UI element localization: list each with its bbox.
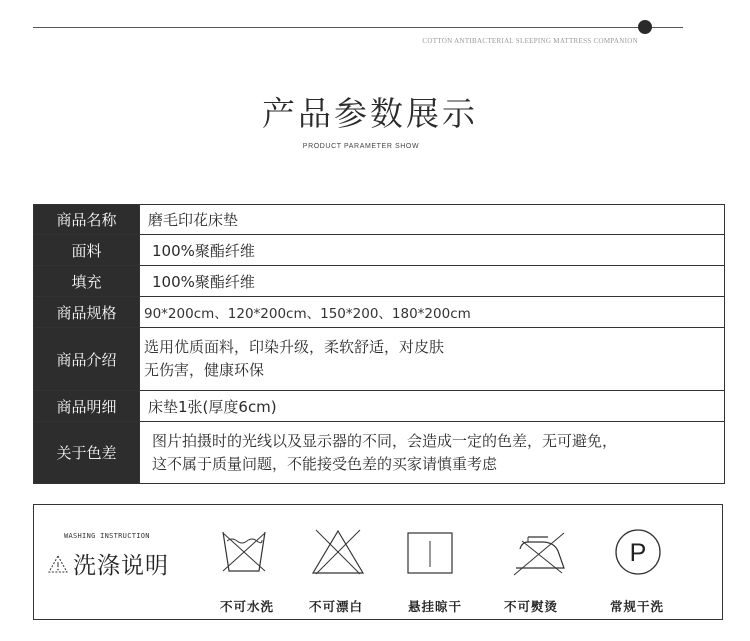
washing-instruction-en: WASHING INSTRUCTION: [64, 532, 150, 540]
no-iron-icon: [508, 527, 570, 577]
row-value: 100%聚酯纤维: [140, 266, 725, 297]
row-value-line: 图片拍摄时的光线以及显示器的不同，会造成一定的色差，无可避免，: [152, 431, 618, 450]
row-label: 商品介绍: [34, 328, 140, 391]
no-wash-label: 不可水洗: [220, 599, 275, 614]
page-title: 产品参数展示: [262, 94, 478, 133]
dry-clean-symbol: P: [629, 539, 647, 567]
table-row: [34, 205, 725, 235]
row-label: 关于色差: [34, 422, 140, 484]
hang-dry-label: 悬挂晾干: [408, 599, 463, 614]
row-label: 填充: [34, 266, 140, 297]
parameter-table: [33, 204, 725, 484]
no-bleach-label: 不可漂白: [309, 599, 364, 614]
top-dot: [638, 20, 652, 34]
table-row: [34, 328, 725, 391]
row-value-line: 无伤害，健康环保: [144, 361, 265, 379]
row-label: 商品规格: [34, 297, 140, 328]
row-label: 商品名称: [34, 205, 140, 235]
washing-title-text: 洗涤说明: [73, 553, 169, 579]
table-row: [34, 391, 725, 422]
dry-clean-label: 常规干洗: [610, 599, 665, 614]
row-value: 90*200cm、120*200cm、150*200、180*200cm: [140, 297, 725, 328]
row-label: 面料: [34, 235, 140, 266]
table-row: [34, 266, 725, 297]
no-bleach-icon: [310, 527, 366, 577]
row-value: 100%聚酯纤维: [140, 235, 725, 266]
hang-dry-icon: [406, 527, 454, 577]
washing-instruction-box: [33, 504, 723, 620]
warning-triangle-icon: [47, 554, 69, 574]
row-value: 床垫1张(厚度6cm): [140, 391, 725, 422]
table-row: [34, 297, 725, 328]
washing-title: [47, 547, 169, 580]
row-label: 商品明细: [34, 391, 140, 422]
top-caption: COTTON ANTIBACTERIAL SLEEPING MATTRESS COMPANION: [422, 37, 638, 45]
row-value: [140, 328, 725, 391]
table-row: [34, 235, 725, 266]
row-value: [140, 422, 725, 484]
no-iron-label: 不可熨烫: [504, 599, 559, 614]
dry-clean-icon: [612, 527, 664, 577]
top-rule: [33, 27, 683, 28]
row-value-line: 选用优质面料，印染升级，柔软舒适，对皮肤: [144, 338, 445, 356]
row-value-line: 这不属于质量问题，不能接受色差的买家请慎重考虑: [152, 454, 498, 473]
table-row: [34, 422, 725, 484]
page-subtitle: PRODUCT PARAMETER SHOW: [302, 143, 420, 150]
no-wash-icon: [220, 527, 268, 577]
row-value: 磨毛印花床垫: [140, 205, 725, 235]
